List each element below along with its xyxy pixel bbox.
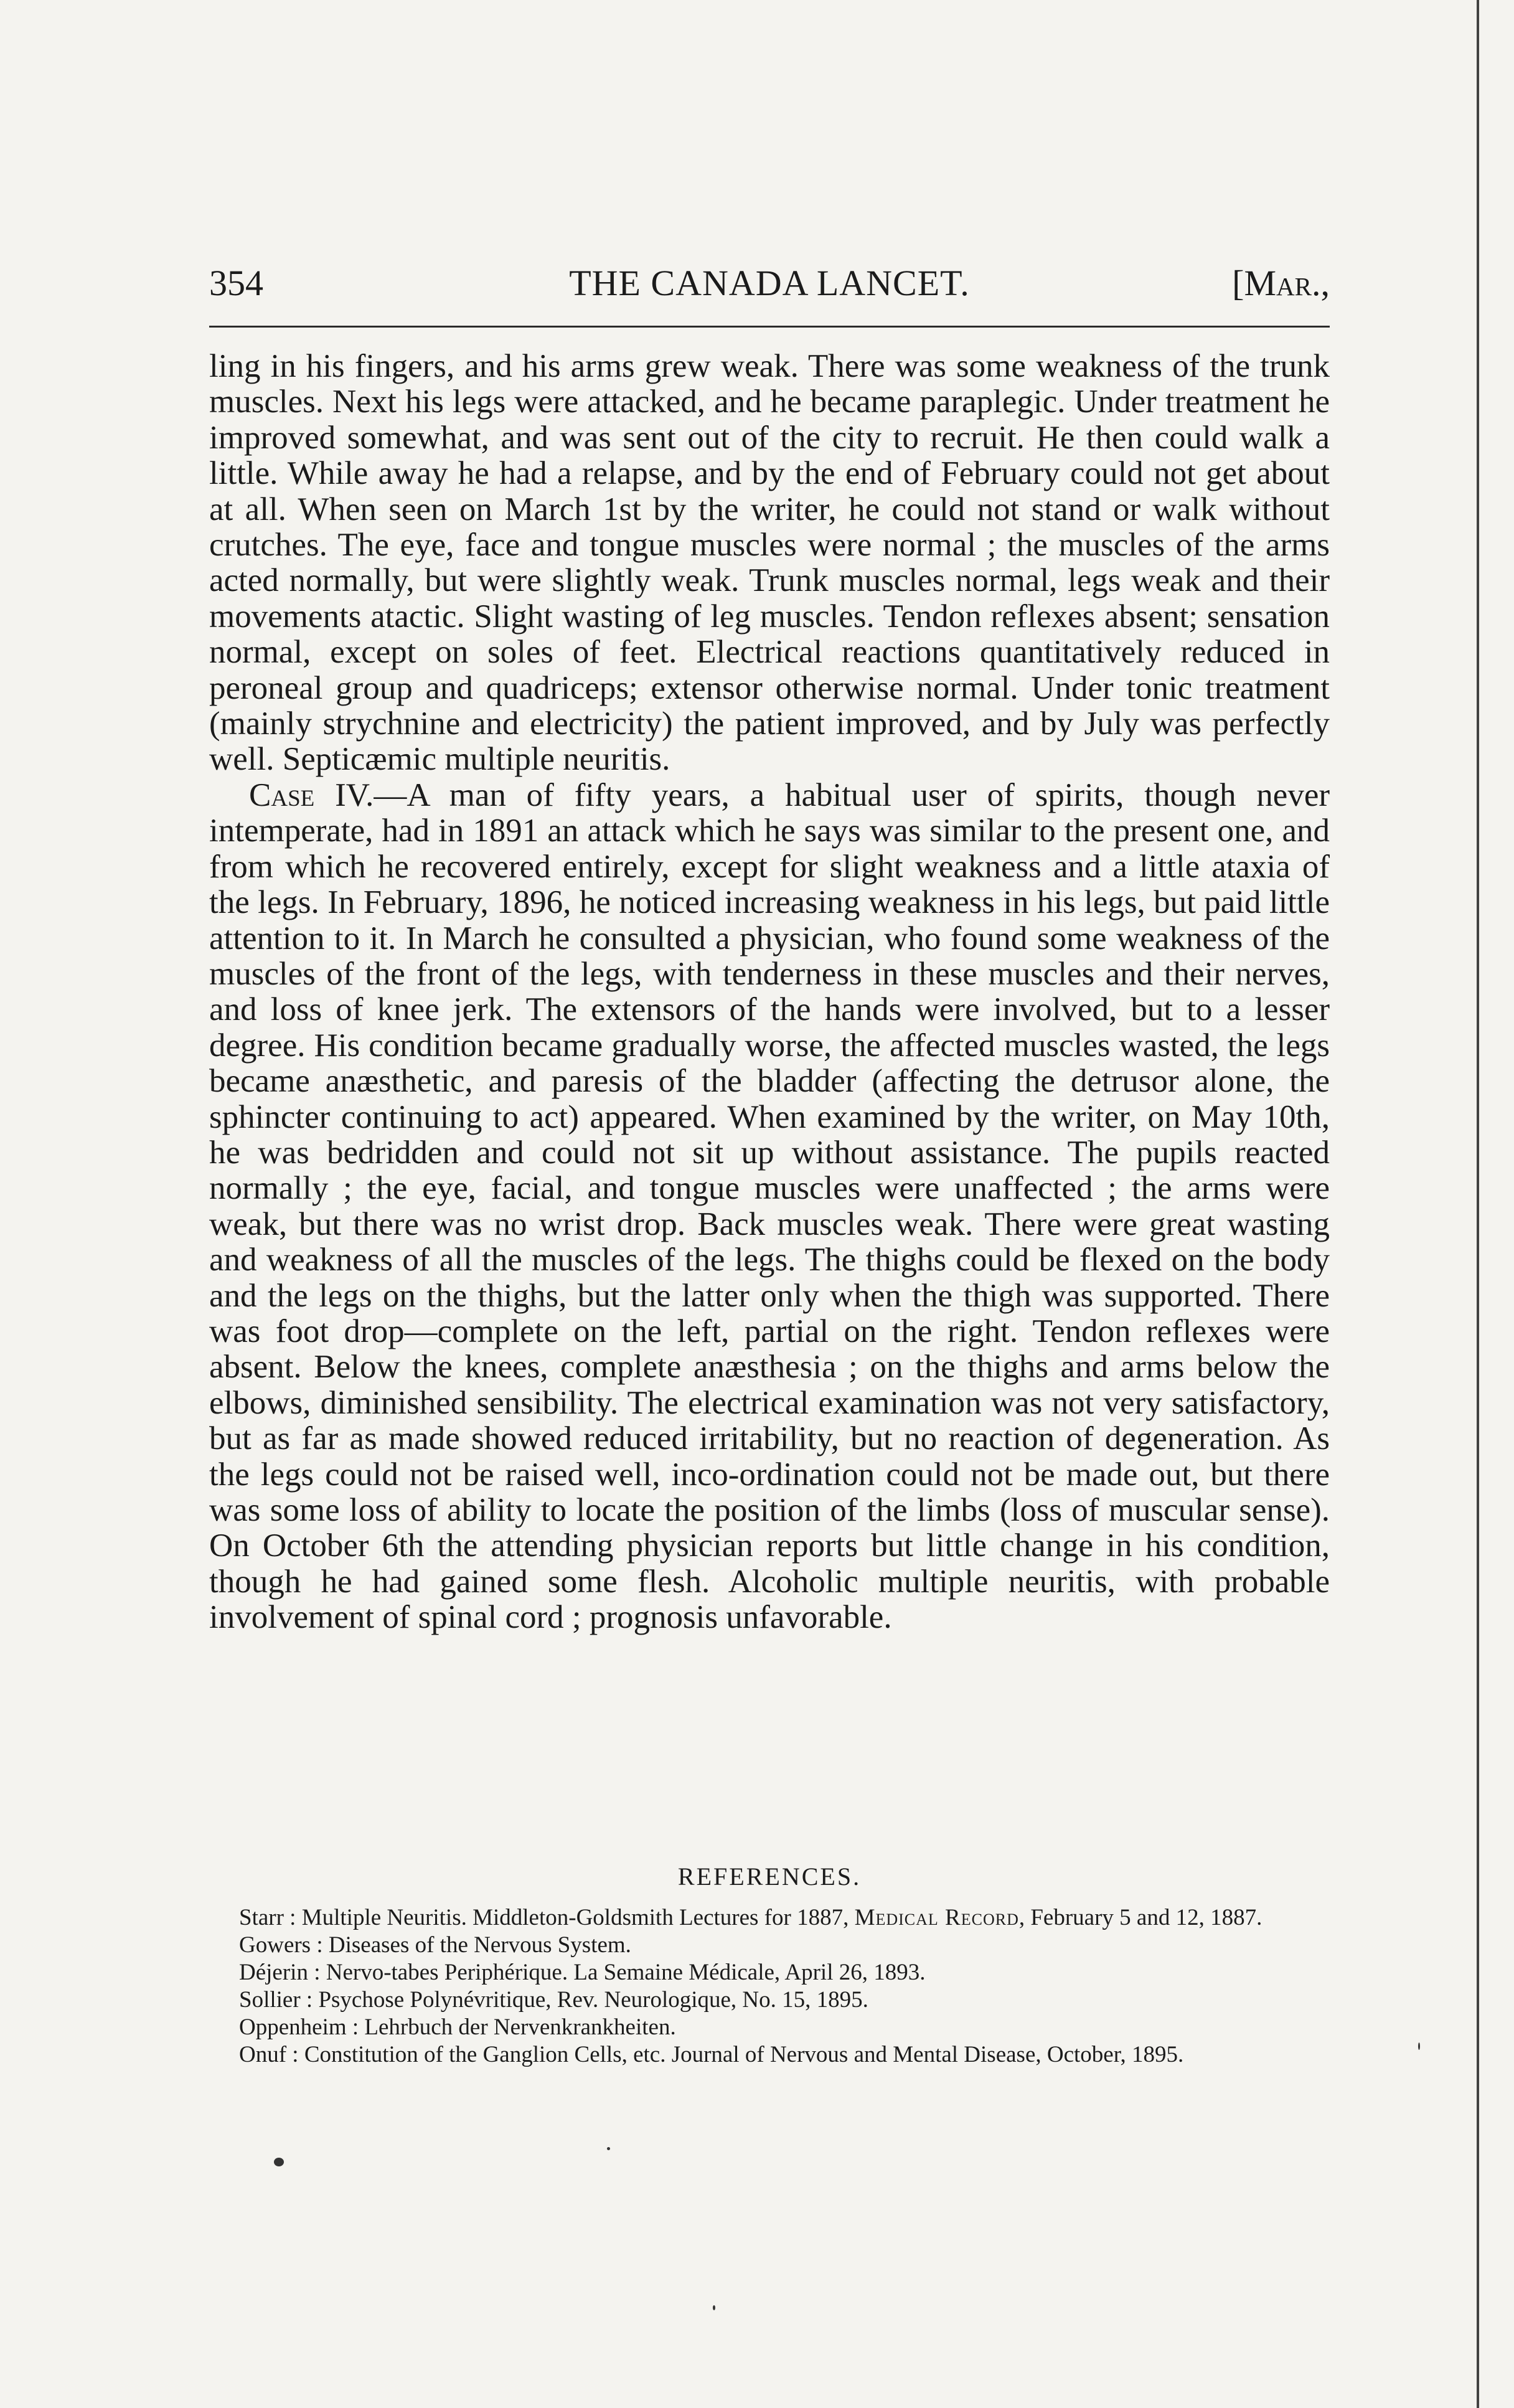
ink-speck [1418, 2042, 1420, 2050]
case-iv-text: —A man of fifty years, a habitual user of spirits, though never intemperate, had in 1891 an attack which he says was similar to the present one, and from which he recovered entirely, except for slight weakness and a little ataxia of the legs. In February, 1896, he noticed increasing weakness in his legs, but paid little attention to it. In March he consulted a physician, who found some weakness of the muscles of the front of the legs, with tenderness in these muscles and their nerves, and loss of knee jerk. The extensors of the hands were involved, but to a lesser degree. His condition became gradually worse, the affected muscles wasted, the legs became anæsthetic, and paresis of the bladder (affecting the detrusor alone, the sphincter continuing to act) appeared. When examined by the writer, on May 10th, he was bedridden and could not sit up without assistance. The pupils reacted normally ; the eye, facial, and tongue muscles were unaffected ; the arms were weak, but there was no wrist drop. Back muscles weak. There were great wasting and weakness of all the muscles of the legs. The thighs could be flexed on the body and the legs on the thighs, but the latter only when the thigh was supported. There was foot drop—complete on the left, partial on the right. Tendon reflexes were absent. Below the knees, complete anæsthesia ; on the thighs and arms below the elbows, diminished sensibility. The electrical examination was not very satisfactory, but as far as made showed reduced irritability, but no reaction of degeneration. As the legs could not be raised well, inco-ordination could not be made out, but there was some loss of ability to locate the position of the limbs (loss of muscular sense). On October 6th the attending physician reports but little change in his condition, though he had gained some flesh. Alcoholic multiple neuritis, with probable involvement of spinal cord ; prognosis unfavorable. [209, 777, 1330, 1636]
reference-author: Onuf : [239, 2042, 299, 2067]
reference-author: Déjerin : [239, 1960, 321, 1985]
reference-item [239, 1959, 1330, 1986]
running-head [209, 258, 1330, 308]
reference-author: Oppenheim : [239, 2014, 359, 2040]
article-body [209, 349, 1330, 1636]
reference-item [239, 1986, 1330, 2014]
reference-text: Constitution of the Ganglion Cells, etc. Journal of Nervous and Mental Disease, October, 1895. [298, 2042, 1184, 2067]
header-rule [209, 326, 1330, 328]
reference-source: Medical Record [854, 1905, 1019, 1930]
reference-author: Gowers : [239, 1932, 323, 1958]
reference-item [239, 1932, 1330, 1959]
ink-speck [274, 2158, 284, 2166]
journal-title: THE CANADA LANCET. [569, 263, 970, 303]
reference-text: Psychose Polynévritique, Rev. Neurologique, No. 15, 1895. [313, 1987, 868, 2013]
reference-text: Multiple Neuritis. Middleton-Goldsmith Lectures for 1887, [296, 1905, 855, 1930]
reference-text: Diseases of the Nervous System. [322, 1932, 631, 1958]
references-heading: REFERENCES. [677, 1863, 862, 1891]
reference-item [239, 2041, 1330, 2069]
case-label: Case IV. [249, 777, 374, 813]
paragraph-continued: ling in his fingers, and his arms grew weak. There was some weakness of the trunk muscles. Next his legs were attacked, and he became paraplegic. Under treatment he improved somewhat, and was sent out of the city to recruit. He then could walk a little. While away he had a relapse, and by the end of February could not get about at all. When seen on March 1st by the writer, he could not stand or walk without crutches. The eye, face and tongue muscles were normal ; the muscles of the arms acted normally, but were slightly weak. Trunk muscles normal, legs weak and their movements atactic. Slight wasting of leg muscles. Tendon reflexes absent; sensation normal, except on soles of feet. Electrical reactions quantitatively reduced in peroneal group and quadriceps; extensor otherwise normal. Under tonic treatment (mainly strychnine and electricity) the patient improved, and by July was perfectly well. Septicæmic multiple neuritis. [209, 348, 1330, 778]
ink-speck [607, 2147, 610, 2150]
paragraph-case-iv [209, 778, 1330, 1636]
reference-tail: , February 5 and 12, 1887. [1018, 1905, 1262, 1930]
page-number: 354 [209, 263, 263, 303]
reference-author: Sollier : [239, 1987, 313, 2013]
reference-text: Lehrbuch der Nervenkrankheiten. [359, 2014, 676, 2040]
references-list [209, 1904, 1330, 2069]
reference-item [239, 1904, 1330, 1932]
reference-author: Starr : [239, 1905, 296, 1930]
issue-date: [Mar., [1232, 263, 1330, 303]
ink-speck [713, 2305, 715, 2310]
reference-text: Nervo-tabes Periphérique. La Semaine Médicale, April 26, 1893. [320, 1960, 926, 1985]
page-edge-shadow [1477, 0, 1479, 2408]
reference-item [239, 2014, 1330, 2041]
